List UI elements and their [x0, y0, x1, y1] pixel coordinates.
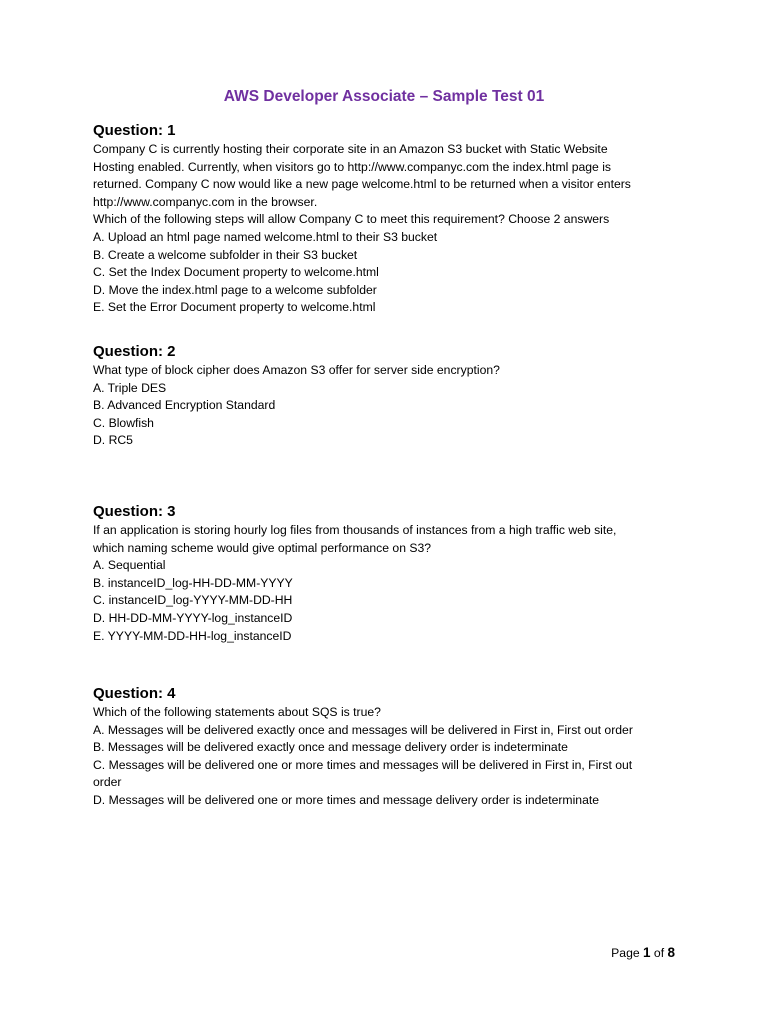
question-text-line: If an application is storing hourly log files from thousands of instances from a high traffic web site, [93, 523, 617, 537]
answer-option: C. Messages will be delivered one or more times and messages will be delivered in First in, First out [93, 757, 633, 772]
answer-option: A. Messages will be delivered exactly once and messages will be delivered in First in, First out order [93, 722, 633, 737]
answer-option-continuation: order [93, 775, 122, 790]
answer-option: D. HH-DD-MM-YYYY-log_instanceID [93, 610, 293, 625]
answer-option: E. YYYY-MM-DD-HH-log_instanceID [93, 628, 292, 643]
question-block-3 [93, 502, 683, 645]
page-number-footer [611, 945, 675, 960]
document-title: AWS Developer Associate – Sample Test 01 [223, 88, 545, 105]
answer-option: A. Sequential [93, 558, 166, 573]
question-text-line: Hosting enabled. Currently, when visitors go to http://www.companyc.com the index.html page is [93, 159, 611, 174]
answer-option: A. Upload an html page named welcome.html to their S3 bucket [93, 229, 438, 244]
current-page-number: 1 [643, 945, 651, 960]
answer-option: B. instanceID_log-HH-DD-MM-YYYY [93, 575, 293, 590]
question-block-4 [93, 684, 683, 810]
answer-option: B. Advanced Encryption Standard [93, 398, 276, 413]
question-text-line: http://www.companyc.com in the browser. [93, 194, 318, 209]
question-heading: Question: 4 [93, 685, 176, 702]
answer-option: B. Create a welcome subfolder in their S3 bucket [93, 247, 358, 262]
question-text-line: Which of the following statements about SQS is true? [93, 705, 381, 719]
question-heading: Question: 2 [93, 343, 176, 360]
question-block-1 [93, 121, 683, 317]
question-text-line: Company C is currently hosting their corporate site in an Amazon S3 bucket with Static Website [93, 142, 608, 156]
answer-option: C. Set the Index Document property to welcome.html [93, 265, 379, 280]
question-text-line: returned. Company C now would like a new page welcome.html to be returned when a visitor enters [93, 177, 631, 192]
answer-option: C. Blowfish [93, 415, 154, 430]
answer-option: E. Set the Error Document property to welcome.html [93, 300, 376, 315]
of-label: of [653, 946, 665, 960]
answer-option: D. Messages will be delivered one or more times and message delivery order is indeterminate [93, 792, 600, 807]
question-text-line: What type of block cipher does Amazon S3 offer for server side encryption? [93, 363, 500, 377]
question-block-2 [93, 342, 683, 450]
answer-option: D. RC5 [93, 433, 133, 448]
answer-option: D. Move the index.html page to a welcome subfolder [93, 282, 377, 297]
question-prompt-line: Which of the following steps will allow Company C to meet this requirement? Choose 2 answers [93, 212, 610, 227]
answer-option: C. instanceID_log-YYYY-MM-DD-HH [93, 593, 293, 608]
total-pages-number: 8 [667, 945, 675, 960]
page-label: Page [611, 946, 640, 960]
question-heading: Question: 1 [93, 122, 176, 139]
answer-option: B. Messages will be delivered exactly once and message delivery order is indeterminate [93, 740, 568, 755]
question-text-line: which naming scheme would give optimal performance on S3? [93, 540, 432, 555]
question-heading: Question: 3 [93, 503, 176, 520]
answer-option: A. Triple DES [93, 380, 167, 395]
